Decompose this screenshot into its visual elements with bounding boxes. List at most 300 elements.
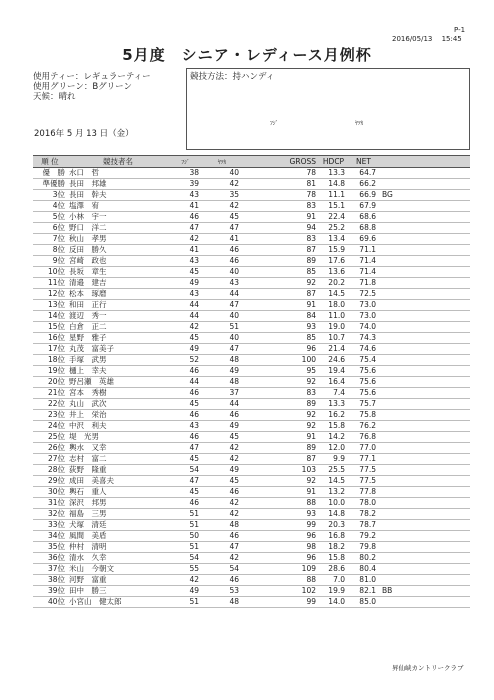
rank-cell: 21位: [33, 388, 67, 399]
hdcp-cell: 19.9: [319, 586, 348, 597]
net-cell: 68.8: [348, 223, 379, 234]
gross-cell: 109: [242, 564, 319, 575]
player-name-cell: 手塚 武男: [67, 355, 169, 366]
player-name-cell: 小宮山 健太郎: [67, 597, 169, 608]
player-name-cell: 清邉 建吉: [67, 278, 169, 289]
player-name-cell: 松本 琢磨: [67, 289, 169, 300]
in-score-cell: 49: [202, 366, 242, 377]
hdcp-cell: 7.4: [319, 388, 348, 399]
player-name-cell: 白倉 正二: [67, 322, 169, 333]
gross-cell: 98: [242, 542, 319, 553]
in-score-cell: 46: [202, 487, 242, 498]
net-cell: 71.4: [348, 256, 379, 267]
rank-cell: 38位: [33, 575, 67, 586]
hdcp-cell: 18.2: [319, 542, 348, 553]
in-score-cell: 42: [202, 553, 242, 564]
gross-cell: 83: [242, 201, 319, 212]
table-row: [33, 333, 470, 344]
table-row: [33, 399, 470, 410]
gross-cell: 91: [242, 487, 319, 498]
out-score-cell: 46: [169, 388, 202, 399]
gross-cell: 92: [242, 278, 319, 289]
net-cell: 66.9: [348, 190, 379, 201]
gross-cell: 87: [242, 245, 319, 256]
net-cell: 78.2: [348, 509, 379, 520]
table-row: [33, 190, 470, 201]
player-name-cell: 長坂 章生: [67, 267, 169, 278]
net-cell: 77.5: [348, 465, 379, 476]
note-cell: [379, 487, 470, 498]
player-name-cell: 田中 勝三: [67, 586, 169, 597]
hdcp-cell: 17.6: [319, 256, 348, 267]
net-cell: 77.8: [348, 487, 379, 498]
note-cell: [379, 575, 470, 586]
out-score-cell: 52: [169, 355, 202, 366]
out-score-cell: 55: [169, 564, 202, 575]
rank-cell: 36位: [33, 553, 67, 564]
hdcp-cell: 12.0: [319, 443, 348, 454]
in-score-cell: 44: [202, 289, 242, 300]
player-name-cell: 福島 三男: [67, 509, 169, 520]
table-row: [33, 300, 470, 311]
table-row: [33, 366, 470, 377]
header-gross: GROSS: [242, 156, 319, 168]
rank-cell: 5位: [33, 212, 67, 223]
player-name-cell: 秋山 孝男: [67, 234, 169, 245]
rank-cell: 23位: [33, 410, 67, 421]
in-score-cell: 41: [202, 234, 242, 245]
hdcp-cell: 13.3: [319, 399, 348, 410]
player-name-cell: 輿水 又幸: [67, 443, 169, 454]
out-score-cell: 51: [169, 509, 202, 520]
player-name-cell: 丸茂 富美子: [67, 344, 169, 355]
rank-cell: 17位: [33, 344, 67, 355]
net-cell: 75.8: [348, 410, 379, 421]
player-name-cell: 米山 今朝文: [67, 564, 169, 575]
hdcp-cell: 13.2: [319, 487, 348, 498]
rank-cell: 31位: [33, 498, 67, 509]
out-score-cell: 46: [169, 432, 202, 443]
net-cell: 73.0: [348, 300, 379, 311]
player-name-cell: 樋上 幸夫: [67, 366, 169, 377]
in-score-cell: 45: [202, 476, 242, 487]
player-name-cell: 宮崎 政也: [67, 256, 169, 267]
in-score-cell: 42: [202, 509, 242, 520]
hdcp-cell: 7.0: [319, 575, 348, 586]
hdcp-cell: 16.2: [319, 410, 348, 421]
table-row: [33, 531, 470, 542]
header-name: 競技者名: [67, 156, 169, 168]
note-cell: [379, 531, 470, 542]
net-cell: 71.8: [348, 278, 379, 289]
rank-cell: 8位: [33, 245, 67, 256]
in-score-cell: 51: [202, 322, 242, 333]
player-name-cell: 成田 美喜夫: [67, 476, 169, 487]
gross-cell: 96: [242, 344, 319, 355]
table-row: [33, 377, 470, 388]
gross-cell: 103: [242, 465, 319, 476]
net-cell: 79.8: [348, 542, 379, 553]
club-name: 昇仙峡カントリークラブ: [392, 664, 464, 672]
note-cell: [379, 223, 470, 234]
net-cell: 75.7: [348, 399, 379, 410]
note-cell: [379, 179, 470, 190]
out-score-cell: 42: [169, 575, 202, 586]
out-score-cell: 45: [169, 333, 202, 344]
net-cell: 77.0: [348, 443, 379, 454]
competition-method: 競技方法：持ハンディ: [190, 72, 275, 82]
gross-cell: 92: [242, 476, 319, 487]
header-rank: 順 位: [33, 156, 67, 168]
hdcp-cell: 14.2: [319, 432, 348, 443]
rank-cell: 28位: [33, 465, 67, 476]
in-score-cell: 42: [202, 179, 242, 190]
player-name-cell: 反田 勝久: [67, 245, 169, 256]
table-row: [33, 245, 470, 256]
print-timestamp: 2016/05/13 15:45: [392, 35, 462, 43]
gross-cell: 89: [242, 399, 319, 410]
weather-condition: 天候：晴れ: [33, 92, 76, 102]
rank-cell: 27位: [33, 454, 67, 465]
net-cell: 76.8: [348, 432, 379, 443]
rank-cell: 優 勝: [33, 168, 67, 179]
in-score-cell: 48: [202, 520, 242, 531]
hdcp-cell: 11.0: [319, 311, 348, 322]
player-name-cell: 堤 光男: [67, 432, 169, 443]
player-name-cell: 丸山 武次: [67, 399, 169, 410]
page-number: P-1: [454, 26, 466, 34]
in-score-cell: 44: [202, 399, 242, 410]
net-cell: 75.6: [348, 377, 379, 388]
in-score-cell: 48: [202, 597, 242, 608]
player-name-cell: 塩澤 宥: [67, 201, 169, 212]
gross-cell: 88: [242, 575, 319, 586]
rank-cell: 32位: [33, 509, 67, 520]
table-row: [33, 421, 470, 432]
out-score-cell: 51: [169, 520, 202, 531]
rank-cell: 14位: [33, 311, 67, 322]
table-row: [33, 520, 470, 531]
method-course-fuji: ﾌｼﾞ: [270, 121, 279, 127]
in-score-cell: 40: [202, 333, 242, 344]
rank-cell: 37位: [33, 564, 67, 575]
hdcp-cell: 16.8: [319, 531, 348, 542]
net-cell: 79.2: [348, 531, 379, 542]
player-name-cell: 渡辺 秀一: [67, 311, 169, 322]
hdcp-cell: 13.4: [319, 234, 348, 245]
table-row: [33, 278, 470, 289]
note-cell: [379, 344, 470, 355]
net-cell: 74.3: [348, 333, 379, 344]
note-cell: [379, 410, 470, 421]
table-row: [33, 168, 470, 179]
in-score-cell: 40: [202, 168, 242, 179]
in-score-cell: 42: [202, 498, 242, 509]
net-cell: 82.1: [348, 586, 379, 597]
out-score-cell: 43: [169, 289, 202, 300]
out-score-cell: 49: [169, 586, 202, 597]
table-row: [33, 256, 470, 267]
hdcp-cell: 24.6: [319, 355, 348, 366]
green-condition: 使用グリーン：Bグリーン: [33, 82, 132, 92]
gross-cell: 85: [242, 333, 319, 344]
in-score-cell: 48: [202, 355, 242, 366]
gross-cell: 92: [242, 410, 319, 421]
player-name-cell: 荻野 隆重: [67, 465, 169, 476]
player-name-cell: 長田 邦雄: [67, 179, 169, 190]
in-score-cell: 53: [202, 586, 242, 597]
player-name-cell: 輿石 重人: [67, 487, 169, 498]
net-cell: 72.5: [348, 289, 379, 300]
table-row: [33, 289, 470, 300]
note-cell: [379, 553, 470, 564]
hdcp-cell: 28.6: [319, 564, 348, 575]
note-cell: [379, 311, 470, 322]
out-score-cell: 43: [169, 256, 202, 267]
rank-cell: 9位: [33, 256, 67, 267]
in-score-cell: 47: [202, 223, 242, 234]
in-score-cell: 42: [202, 443, 242, 454]
rank-cell: 3位: [33, 190, 67, 201]
header-in: ﾔﾂｶ: [202, 156, 242, 168]
gross-cell: 96: [242, 531, 319, 542]
player-name-cell: 志村 富二: [67, 454, 169, 465]
note-cell: [379, 542, 470, 553]
rank-cell: 40位: [33, 597, 67, 608]
table-row: [33, 553, 470, 564]
out-score-cell: 49: [169, 278, 202, 289]
table-row: [33, 311, 470, 322]
table-row: [33, 322, 470, 333]
note-cell: [379, 366, 470, 377]
out-score-cell: 45: [169, 487, 202, 498]
out-score-cell: 51: [169, 542, 202, 553]
out-score-cell: 46: [169, 212, 202, 223]
note-cell: [379, 498, 470, 509]
tee-condition: 使用ティー：レギュラーティー: [33, 72, 151, 82]
note-cell: [379, 212, 470, 223]
gross-cell: 88: [242, 498, 319, 509]
rank-cell: 35位: [33, 542, 67, 553]
net-cell: 71.1: [348, 245, 379, 256]
table-row: [33, 223, 470, 234]
out-score-cell: 42: [169, 234, 202, 245]
table-row: [33, 542, 470, 553]
net-cell: 77.1: [348, 454, 379, 465]
out-score-cell: 39: [169, 179, 202, 190]
hdcp-cell: 15.8: [319, 421, 348, 432]
out-score-cell: 50: [169, 531, 202, 542]
note-cell: [379, 388, 470, 399]
table-row: [33, 564, 470, 575]
player-name-cell: 深沢 邦男: [67, 498, 169, 509]
in-score-cell: 40: [202, 267, 242, 278]
in-score-cell: 37: [202, 388, 242, 399]
gross-cell: 99: [242, 597, 319, 608]
table-row: [33, 234, 470, 245]
rank-cell: 15位: [33, 322, 67, 333]
table-row: [33, 410, 470, 421]
note-cell: BG: [379, 190, 470, 201]
note-cell: [379, 278, 470, 289]
note-cell: BB: [379, 586, 470, 597]
header-note: [379, 156, 470, 168]
note-cell: [379, 245, 470, 256]
table-row: [33, 509, 470, 520]
net-cell: 77.5: [348, 476, 379, 487]
net-cell: 81.0: [348, 575, 379, 586]
in-score-cell: 45: [202, 212, 242, 223]
in-score-cell: 46: [202, 575, 242, 586]
hdcp-cell: 19.0: [319, 322, 348, 333]
hdcp-cell: 13.6: [319, 267, 348, 278]
out-score-cell: 43: [169, 421, 202, 432]
gross-cell: 78: [242, 190, 319, 201]
net-cell: 74.0: [348, 322, 379, 333]
in-score-cell: 54: [202, 564, 242, 575]
hdcp-cell: 19.4: [319, 366, 348, 377]
note-cell: [379, 355, 470, 366]
note-cell: [379, 168, 470, 179]
player-name-cell: 清水 久幸: [67, 553, 169, 564]
hdcp-cell: 14.8: [319, 509, 348, 520]
net-cell: 75.4: [348, 355, 379, 366]
table-row: [33, 487, 470, 498]
gross-cell: 91: [242, 212, 319, 223]
out-score-cell: 45: [169, 267, 202, 278]
rank-cell: 20位: [33, 377, 67, 388]
net-cell: 76.2: [348, 421, 379, 432]
player-name-cell: 野口 洋二: [67, 223, 169, 234]
rank-cell: 25位: [33, 432, 67, 443]
gross-cell: 89: [242, 256, 319, 267]
gross-cell: 83: [242, 234, 319, 245]
document-title: 5月度 シニア・レディース月例杯: [122, 46, 372, 64]
rank-cell: 34位: [33, 531, 67, 542]
gross-cell: 92: [242, 377, 319, 388]
table-row: [33, 179, 470, 190]
table-row: [33, 355, 470, 366]
rank-cell: 13位: [33, 300, 67, 311]
player-name-cell: 犬塚 清廷: [67, 520, 169, 531]
note-cell: [379, 421, 470, 432]
table-row: [33, 575, 470, 586]
rank-cell: 24位: [33, 421, 67, 432]
competition-date: 2016年 5 月 13 日（金）: [34, 129, 134, 139]
note-cell: [379, 432, 470, 443]
gross-cell: 99: [242, 520, 319, 531]
header-out: ﾌｼﾞ: [169, 156, 202, 168]
player-name-cell: 宮本 秀樹: [67, 388, 169, 399]
gross-cell: 91: [242, 432, 319, 443]
gross-cell: 91: [242, 300, 319, 311]
player-name-cell: 水口 哲: [67, 168, 169, 179]
note-cell: [379, 399, 470, 410]
player-name-cell: 中沢 利夫: [67, 421, 169, 432]
table-row: [33, 432, 470, 443]
table-row: [33, 344, 470, 355]
hdcp-cell: 15.8: [319, 553, 348, 564]
note-cell: [379, 520, 470, 531]
hdcp-cell: 10.7: [319, 333, 348, 344]
note-cell: [379, 597, 470, 608]
in-score-cell: 35: [202, 190, 242, 201]
out-score-cell: 44: [169, 300, 202, 311]
table-row: [33, 498, 470, 509]
net-cell: 73.0: [348, 311, 379, 322]
out-score-cell: 46: [169, 498, 202, 509]
gross-cell: 78: [242, 168, 319, 179]
hdcp-cell: 10.0: [319, 498, 348, 509]
net-cell: 85.0: [348, 597, 379, 608]
note-cell: [379, 201, 470, 212]
table-row: [33, 267, 470, 278]
table-row: [33, 388, 470, 399]
out-score-cell: 47: [169, 443, 202, 454]
rank-cell: 7位: [33, 234, 67, 245]
hdcp-cell: 14.0: [319, 597, 348, 608]
out-score-cell: 45: [169, 454, 202, 465]
table-row: [33, 465, 470, 476]
note-cell: [379, 454, 470, 465]
player-name-cell: 井上 栄治: [67, 410, 169, 421]
table-row: [33, 454, 470, 465]
results-header-row: [33, 156, 470, 168]
net-cell: 75.6: [348, 388, 379, 399]
gross-cell: 95: [242, 366, 319, 377]
gross-cell: 83: [242, 388, 319, 399]
rank-cell: 30位: [33, 487, 67, 498]
rank-cell: 26位: [33, 443, 67, 454]
rank-cell: 19位: [33, 366, 67, 377]
table-row: [33, 586, 470, 597]
out-score-cell: 47: [169, 223, 202, 234]
note-cell: [379, 267, 470, 278]
hdcp-cell: 25.5: [319, 465, 348, 476]
net-cell: 80.4: [348, 564, 379, 575]
player-name-cell: 小林 宇一: [67, 212, 169, 223]
in-score-cell: 42: [202, 454, 242, 465]
rank-cell: 10位: [33, 267, 67, 278]
out-score-cell: 49: [169, 344, 202, 355]
method-course-yatsuka: ﾔﾂｶ: [355, 121, 364, 127]
in-score-cell: 46: [202, 256, 242, 267]
hdcp-cell: 15.1: [319, 201, 348, 212]
player-name-cell: 長田 幹夫: [67, 190, 169, 201]
in-score-cell: 47: [202, 300, 242, 311]
gross-cell: 93: [242, 509, 319, 520]
note-cell: [379, 509, 470, 520]
gross-cell: 93: [242, 322, 319, 333]
in-score-cell: 40: [202, 311, 242, 322]
gross-cell: 87: [242, 454, 319, 465]
out-score-cell: 38: [169, 168, 202, 179]
net-cell: 69.6: [348, 234, 379, 245]
in-score-cell: 45: [202, 432, 242, 443]
net-cell: 78.0: [348, 498, 379, 509]
hdcp-cell: 11.1: [319, 190, 348, 201]
net-cell: 74.6: [348, 344, 379, 355]
in-score-cell: 46: [202, 531, 242, 542]
gross-cell: 81: [242, 179, 319, 190]
hdcp-cell: 21.4: [319, 344, 348, 355]
rank-cell: 33位: [33, 520, 67, 531]
header-net: NET: [348, 156, 379, 168]
in-score-cell: 47: [202, 344, 242, 355]
out-score-cell: 41: [169, 201, 202, 212]
in-score-cell: 46: [202, 410, 242, 421]
note-cell: [379, 300, 470, 311]
